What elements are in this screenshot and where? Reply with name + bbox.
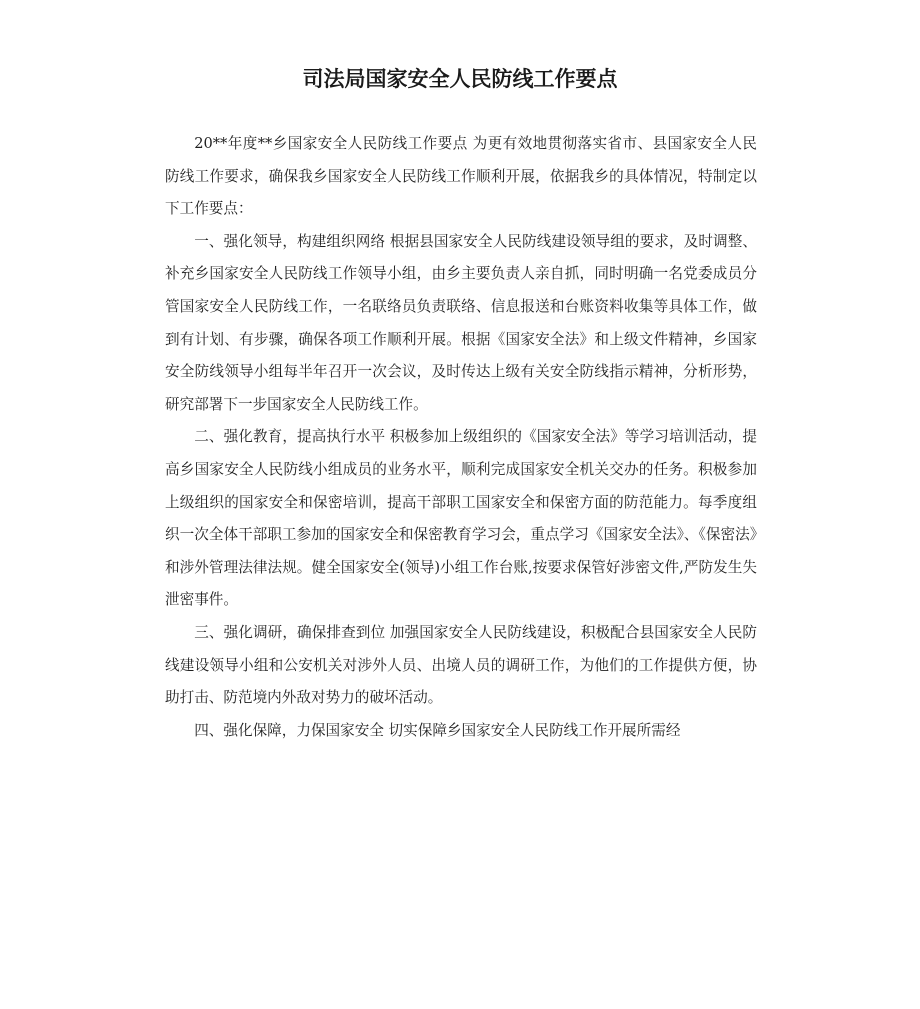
paragraph-section-4: 四、强化保障，力保国家安全 切实保障乡国家安全人民防线工作开展所需经 (194, 721, 681, 739)
document-title: 司法局国家安全人民防线工作要点 (302, 67, 618, 91)
paragraph-section-3: 三、强化调研，确保排查到位 加强国家安全人民防线建设，积极配合县国家安全人民防线建设领导小组和公安机关对涉外人员、出境人员的调研工作，为他们的工作提供方便，协助打击、防范境内外敌对势力的破坏活动。 (165, 623, 757, 707)
paragraph-section-2: 二、强化教育，提高执行水平 积极参加上级组织的《国家安全法》等学习培训活动，提高乡国家安全人民防线小组成员的业务水平，顺利完成国家安全机关交办的任务。积极参加上级组织的国家安全和保密培训，提高干部职工国家安全和保密方面的防范能力。每季度组织一次全体干部职工参加的国家安全和保密教育学习会，重点学习《国家安全法》、《保密法》和涉外管理法律法规。健全国家安全(领导)小组工作台账,按要求保管好涉密文件,严防发生失泄密事件。 (165, 428, 757, 609)
paragraph-intro: 20**年度**乡国家安全人民防线工作要点 为更有效地贯彻落实省市、县国家安全人民防线工作要求，确保我乡国家安全人民防线工作顺利开展，依据我乡的具体情况，特制定以下工作要点： (165, 135, 757, 218)
paragraph-section-1: 一、强化领导，构建组织网络 根据县国家安全人民防线建设领导组的要求，及时调整、补充乡国家安全人民防线工作领导小组，由乡主要负责人亲自抓，同时明确一名党委成员分管国家安全人民防线工作，一名联络员负责联络、信息报送和台账资料收集等具体工作，做到有计划、有步骤，确保各项工作顺利开展。根据《国家安全法》和上级文件精神，乡国家安全防线领导小组每半年召开一次会议，及时传达上级有关安全防线指示精神，分析形势，研究部署下一步国家安全人民防线工作。 (165, 232, 757, 413)
document-body (165, 128, 757, 747)
